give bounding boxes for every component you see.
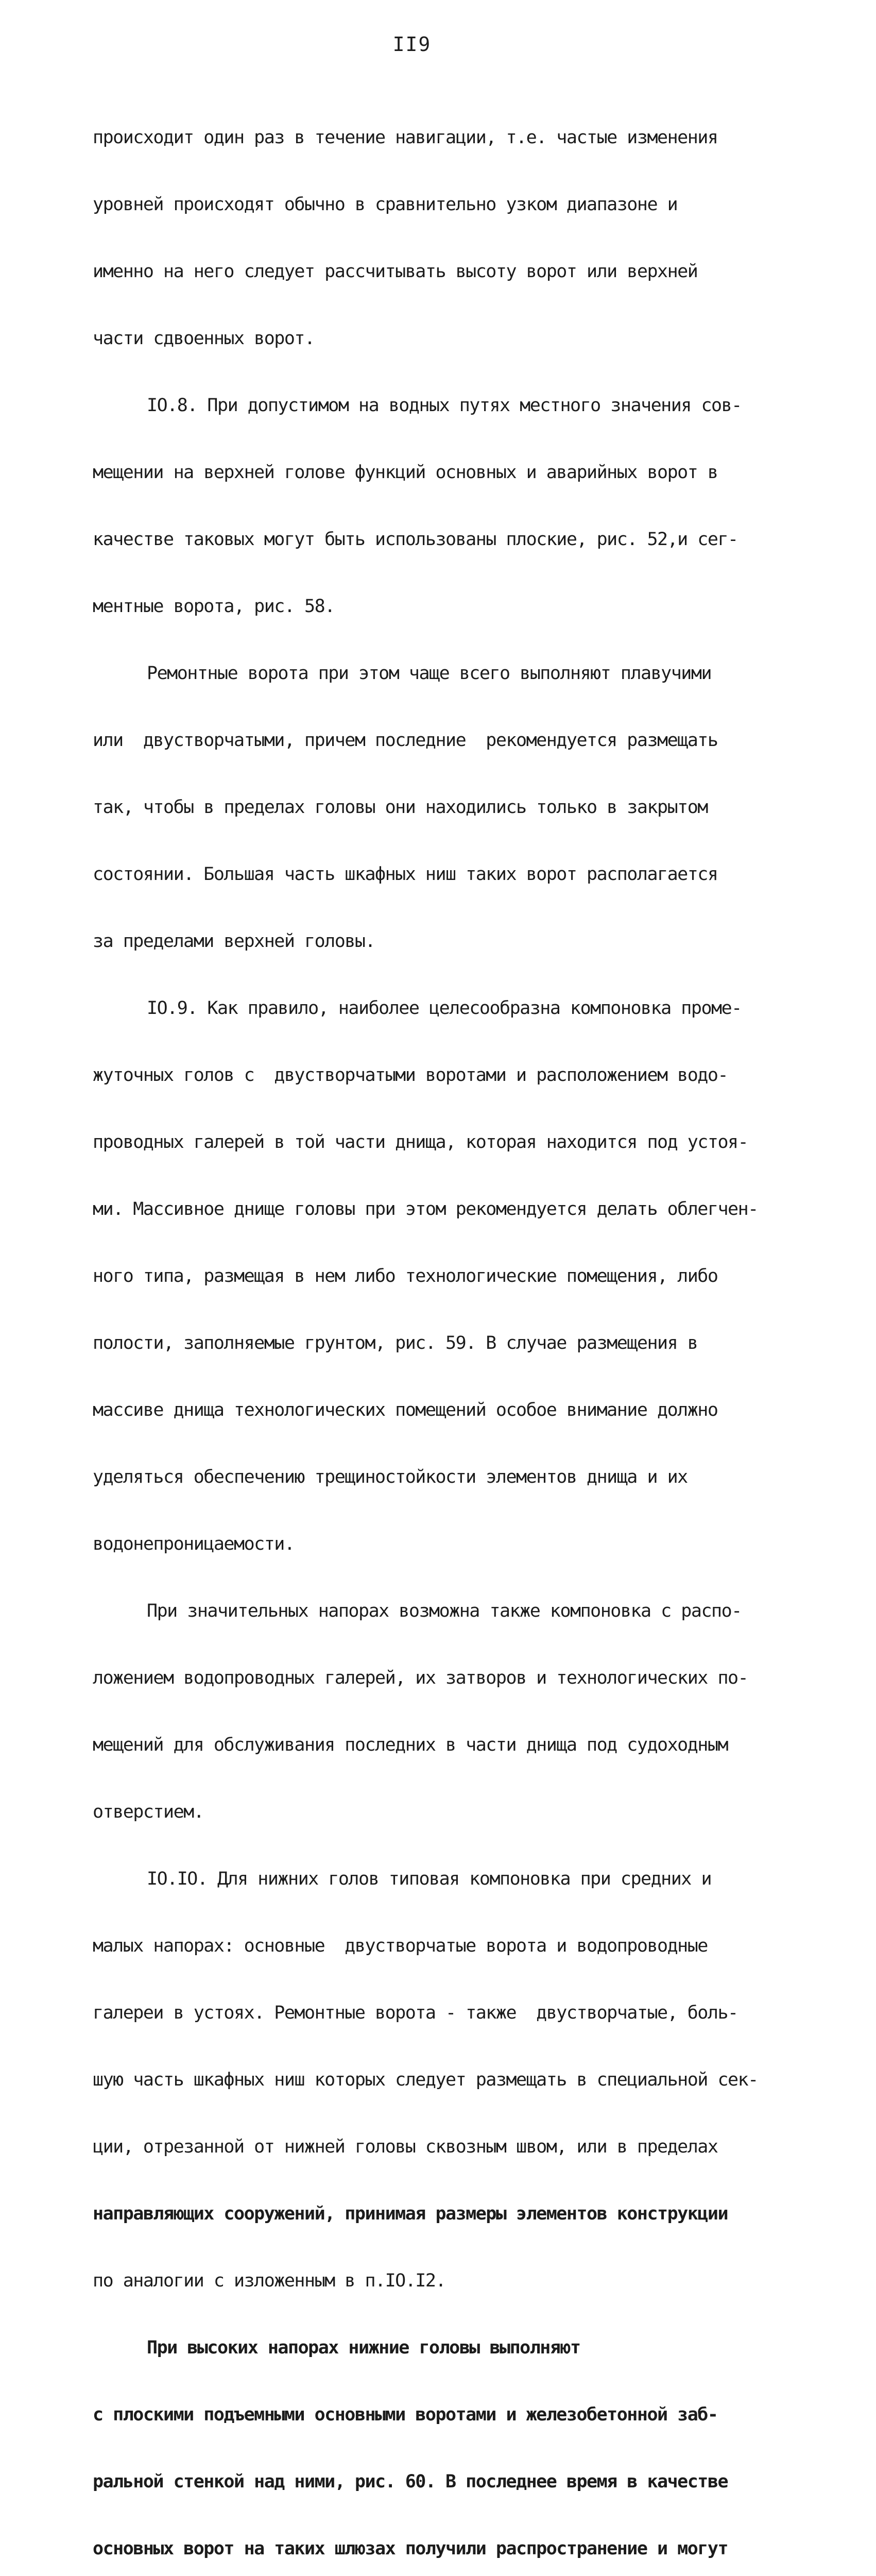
body-text [93,83,793,2576]
text-line: малых напорах: основные двустворчатые ворота и водопроводные [93,1936,708,1956]
text-line: ральной стенкой над ними, рис. 60. В последнее время в качестве [93,2471,728,2492]
text-line: отверстием. [93,1802,204,1822]
text-line: ного типа, размещая в нем либо технологические помещения, либо [93,1266,718,1286]
text-line: состоянии. Большая часть шкафных ниш таких ворот располагается [93,864,718,885]
text-line: IO.8. При допустимом на водных путях местного значения сов- [147,395,742,416]
text-line: мещений для обслуживания последних в части днища под судоходным [93,1735,728,1755]
text-line: уровней происходят обычно в сравнительно узком диапазоне и [93,194,678,215]
page-number: II9 [392,33,432,56]
text-line: части сдвоенных ворот. [93,328,315,349]
text-line: направляющих сооружений, принимая размеры элементов конструкции [93,2204,728,2224]
text-line: или двустворчатыми, причем последние рекомендуется размещать [93,730,718,751]
text-line: по аналогии с изложенным в п.IO.I2. [93,2270,446,2291]
text-line: ми. Массивное днище головы при этом рекомендуется делать облегчен- [93,1199,758,1219]
text-line: водонепроницаемости. [93,1534,295,1554]
text-line: шую часть шкафных ниш которых следует размещать в специальной сек- [93,2070,758,2090]
text-line: происходит один раз в течение навигации, т.е. частые изменения [93,127,718,148]
text-line: проводных галерей в той части днища, которая находится под устоя- [93,1132,748,1153]
text-line: за пределами верхней головы. [93,931,375,952]
text-line: жуточных голов с двустворчатыми воротами и расположением водо- [93,1065,728,1086]
text-line: с плоскими подъемными основными воротами и железобетонной заб- [93,2404,718,2425]
text-line: массиве днища технологических помещений особое внимание должно [93,1400,718,1420]
text-line: При высоких напорах нижние головы выполняют [147,2337,580,2358]
text-line: ментные ворота, рис. 58. [93,596,335,617]
text-line: мещении на верхней голове функций основных и аварийных ворот в [93,462,718,483]
text-line: IO.IO. Для нижних голов типовая компоновка при средних и [147,1869,712,1889]
text-line: именно на него следует рассчитывать высоту ворот или верхней [93,261,698,282]
text-line: ложением водопроводных галерей, их затворов и технологических по- [93,1668,748,1688]
text-line: полости, заполняемые грунтом, рис. 59. В случае размещения в [93,1333,698,1353]
text-line: основных ворот на таких шлюзах получили распространение и могут [93,2538,728,2559]
text-line: галереи в устоях. Ремонтные ворота - также двустворчатые, боль- [93,2003,738,2023]
text-line: IO.9. Как правило, наиболее целесообразна компоновка проме- [147,998,742,1019]
text-line: ции, отрезанной от нижней головы сквозным швом, или в пределах [93,2137,718,2157]
text-line: При значительных напорах возможна также компоновка с распо- [147,1601,742,1621]
text-line: Ремонтные ворота при этом чаще всего выполняют плавучими [147,663,712,684]
text-line: качестве таковых могут быть использованы плоские, рис. 52,и сег- [93,529,738,550]
text-line: уделяться обеспечению трещиностойкости элементов днища и их [93,1467,688,1487]
text-line: так, чтобы в пределах головы они находились только в закрытом [93,797,708,818]
